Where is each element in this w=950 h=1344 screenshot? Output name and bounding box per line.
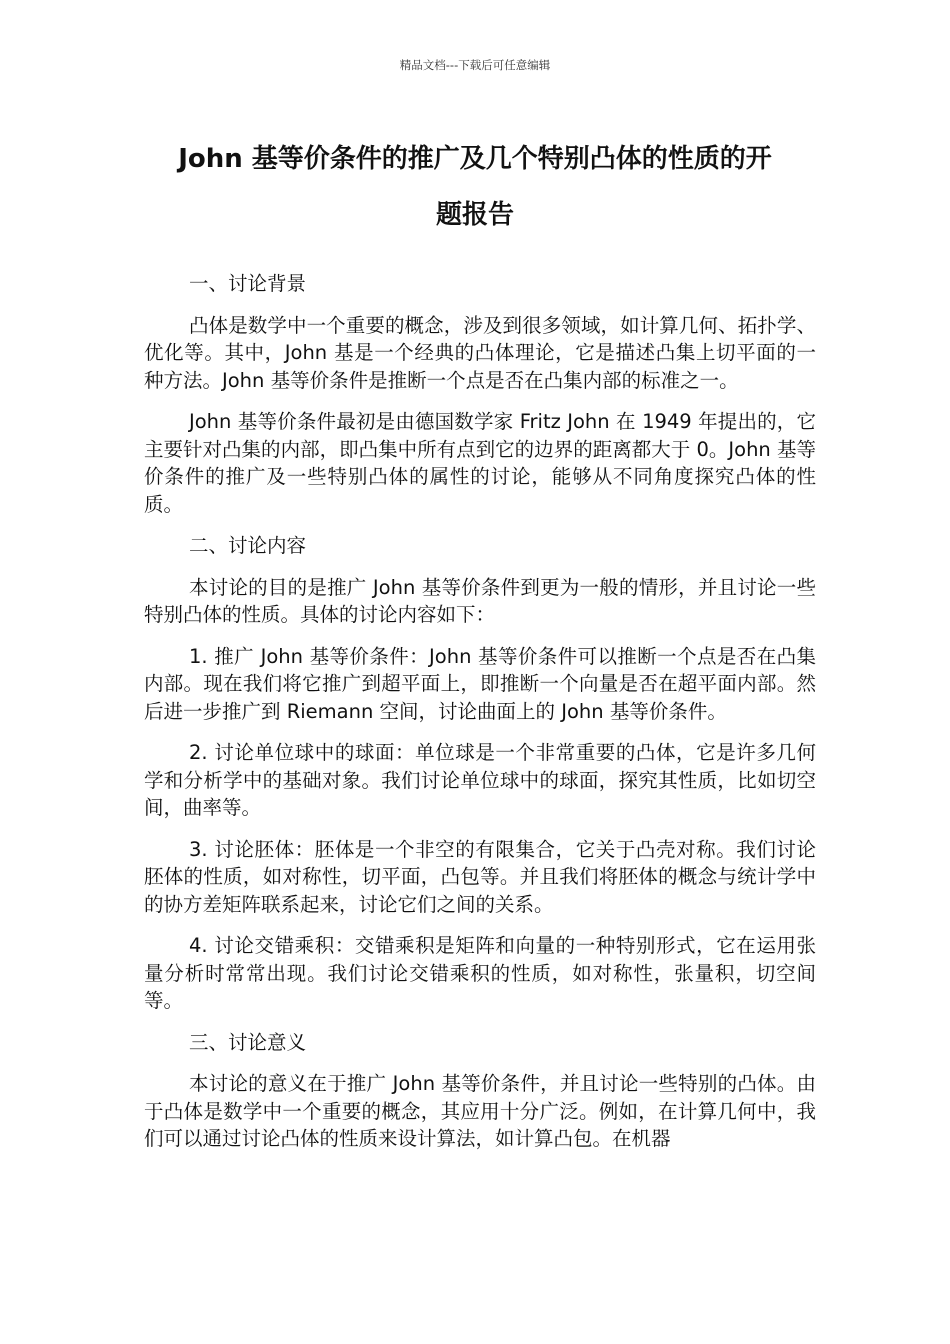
list-item: 2. 讨论单位球中的球面：单位球是一个非常重要的凸体，它是许多几何学和分析学中的基础对象。我们讨论单位球中的球面，探究其性质，比如切空间，曲率等。 bbox=[144, 741, 816, 819]
paragraph: 凸体是数学中一个重要的概念，涉及到很多领域，如计算几何、拓扑学、优化等。其中，John 基是一个经典的凸体理论，它是描述凸集上切平面的一种方法。John 基等价条件是推断一个点是否在凸集内部的标准之一。 bbox=[144, 313, 816, 392]
section-heading: 三、讨论意义 bbox=[189, 1030, 307, 1054]
section-significance bbox=[144, 1029, 816, 1153]
section-background bbox=[144, 270, 816, 518]
header-note: 精品文档---下载后可任意编辑 bbox=[399, 58, 551, 72]
document-title-line-1: John 基等价条件的推广及几个特别凸体的性质的开 bbox=[178, 144, 772, 174]
document-title-line-2: 题报告 bbox=[435, 200, 514, 230]
section-heading: 二、讨论内容 bbox=[189, 534, 307, 557]
list-item: 4. 讨论交错乘积：交错乘积是矩阵和向量的一种特别形式，它在运用张量分析时常常出现。我们讨论交错乘积的性质，如对称性，张量积，切空间等。 bbox=[144, 934, 816, 1012]
section-heading: 一、讨论背景 bbox=[189, 272, 307, 295]
paragraph: 本讨论的目的是推广 John 基等价条件到更为一般的情形，并且讨论一些特别凸体的性质。具体的讨论内容如下： bbox=[144, 575, 816, 626]
document-body bbox=[144, 270, 816, 1167]
list-item: 1. 推广 John 基等价条件：John 基等价条件可以推断一个点是否在凸集内部。现在我们将它推广到超平面上，即推断一个向量是否在超平面内部。然后进一步推广到 Riemann 空间，讨论曲面上的 John 基等价条件。 bbox=[144, 644, 816, 723]
section-content bbox=[144, 532, 816, 1015]
list-item: 3. 讨论胚体：胚体是一个非空的有限集合，它关于凸壳对称。我们讨论胚体的性质，如对称性，切平面，凸包等。并且我们将胚体的概念与统计学中的协方差矩阵联系起来，讨论它们之间的关系。 bbox=[144, 837, 816, 916]
paragraph: John 基等价条件最初是由德国数学家 Fritz John 在 1949 年提出的，它主要针对凸集的内部，即凸集中所有点到它的边界的距离都大于 0。John 基等价条件的推广及一些特别凸体的属性的讨论，能够从不同角度探究凸体的性质。 bbox=[144, 410, 816, 516]
paragraph: 本讨论的意义在于推广 John 基等价条件，并且讨论一些特别的凸体。由于凸体是数学中一个重要的概念，其应用十分广泛。例如，在计算几何中，我们可以通过讨论凸体的性质来设计算法，如计算凸包。在机器 bbox=[144, 1072, 816, 1150]
